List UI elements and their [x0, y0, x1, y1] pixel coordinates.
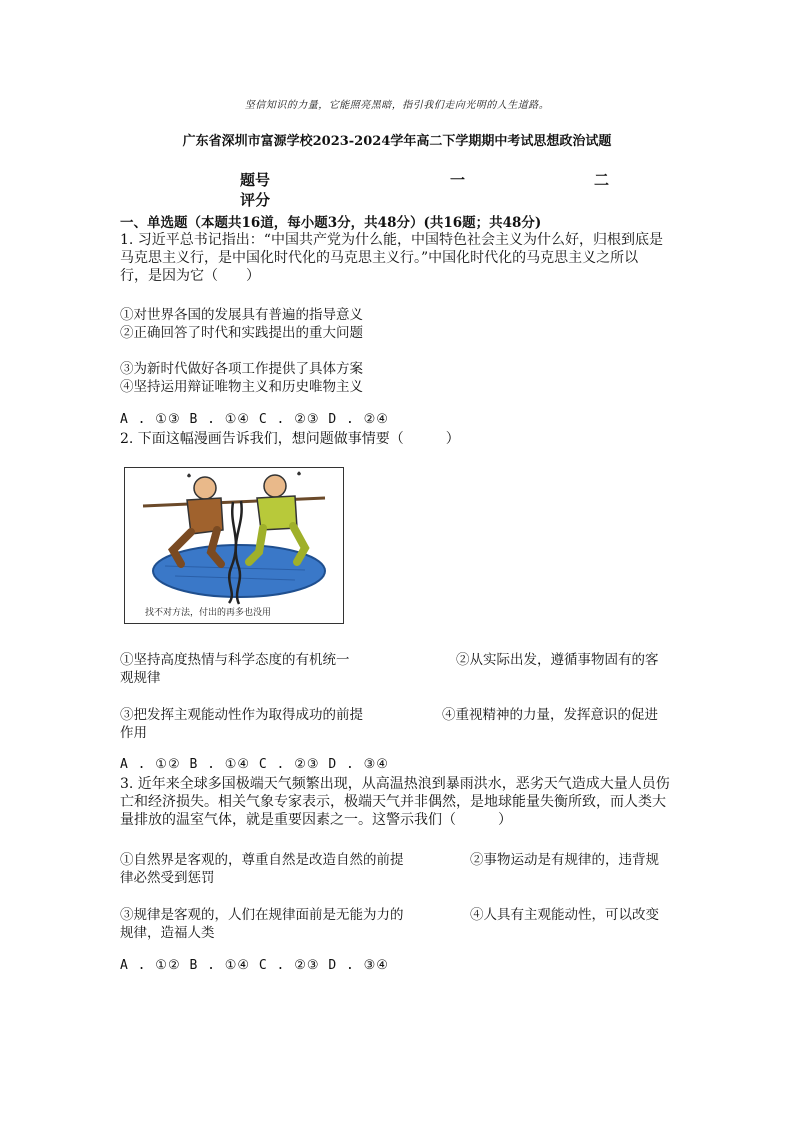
- cartoon-image: [124, 467, 344, 624]
- score-table-col-2: 二: [594, 171, 610, 189]
- section-heading: 一、单选题（本题共16道，每小题3分，共48分）(共16题；共48分): [120, 215, 542, 231]
- q1-stem-line-3: 行，是因为它（ ）: [120, 268, 260, 284]
- q3-option-continued: 规律，造福人类: [120, 925, 215, 941]
- q3-answer-choices: A . ①② B . ①④ C . ②③ D . ③④: [120, 958, 389, 973]
- q3-stem-line-2: 亡和经济损失。相关气象专家表示，极端天气并非偶然，是地球能量失衡所致，而人类大: [120, 794, 666, 810]
- q1-option: ③为新时代做好各项工作提供了具体方案: [120, 361, 363, 377]
- q2-option: ②从实际出发，遵循事物固有的客: [456, 652, 659, 668]
- q2-option: ④重视精神的力量，发挥意识的促进: [442, 707, 658, 723]
- q3-option: ④人具有主观能动性，可以改变: [470, 907, 659, 923]
- q3-stem-line-3: 量排放的温室气体，就是重要因素之一。这警示我们（ ）: [120, 812, 512, 828]
- q2-option-continued: 观规律: [120, 670, 161, 686]
- score-table-label-number: 题号: [240, 171, 271, 189]
- score-table-label-score: 评分: [240, 191, 271, 209]
- q3-option: ①自然界是客观的，尊重自然是改造自然的前提: [120, 852, 404, 868]
- q3-option: ③规律是客观的，人们在规律面前是无能为力的: [120, 907, 404, 923]
- q2-option-continued: 作用: [120, 725, 147, 741]
- motto-text: 坚信知识的力量，它能照亮黑暗，指引我们走向光明的人生道路。: [244, 100, 550, 111]
- q3-stem-line-1: 3. 近年来全球多国极端天气频繁出现，从高温热浪到暴雨洪水，恶劣天气造成大量人员伤: [120, 776, 670, 792]
- q2-answer-choices: A . ①② B . ①④ C . ②③ D . ③④: [120, 757, 389, 772]
- cartoon-caption: 找不对方法，付出的再多也没用: [145, 608, 272, 618]
- tug-of-war-illustration: [125, 468, 343, 623]
- q1-stem-line-2: 马克思主义行，是中国化时代化的马克思主义行。”中国化时代化的马克思主义之所以: [120, 250, 639, 266]
- q2-stem: 2. 下面这幅漫画告诉我们，想问题做事情要（ ）: [120, 431, 460, 447]
- q1-option: ①对世界各国的发展具有普遍的指导意义: [120, 307, 363, 323]
- score-table-col-1: 一: [450, 171, 466, 189]
- q1-stem-line-1: 1. 习近平总书记指出：“中国共产党为什么能，中国特色社会主义为什么好，归根到底是: [120, 232, 663, 248]
- q1-answer-choices: A . ①③ B . ①④ C . ②③ D . ②④: [120, 412, 389, 427]
- q2-option: ①坚持高度热情与科学态度的有机统一: [120, 652, 350, 668]
- exam-title: 广东省深圳市富源学校2023-2024学年高二下学期期中考试思想政治试题: [182, 134, 612, 149]
- q3-option: ②事物运动是有规律的，违背规: [470, 852, 659, 868]
- q1-option: ②正确回答了时代和实践提出的重大问题: [120, 325, 363, 341]
- q3-option-continued: 律必然受到惩罚: [120, 870, 215, 886]
- q2-option: ③把发挥主观能动性作为取得成功的前提: [120, 707, 363, 723]
- q1-option: ④坚持运用辩证唯物主义和历史唯物主义: [120, 379, 363, 395]
